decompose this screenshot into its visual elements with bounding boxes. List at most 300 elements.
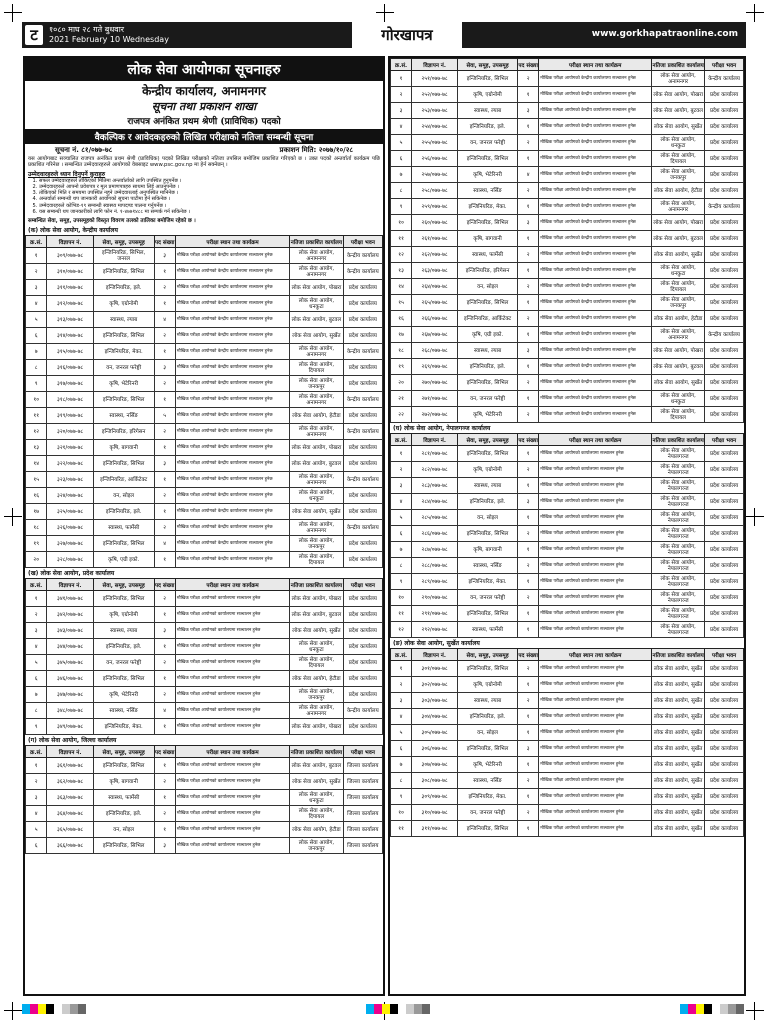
- table-cell: मौखिक परीक्षा आयोगको कार्यालयमा सञ्चालन हुनेछ: [539, 462, 652, 478]
- table-cell: मौखिक परीक्षा आयोगको कार्यालयमा सञ्चालन हुनेछ: [539, 789, 652, 805]
- table-cell: २: [518, 311, 539, 327]
- notice-strip: वैकल्पिक र आवेदकहरुको लिखित परीक्षाको नतिजा सम्बन्धी सूचना: [25, 129, 383, 144]
- table-cell: प्रदेश कार्यालय: [705, 119, 744, 135]
- table-row: [391, 622, 744, 638]
- table-cell: लोक सेवा आयोग, नेपालगञ्ज: [652, 462, 705, 478]
- table-row: [26, 536, 383, 552]
- table-cell: स्वास्थ्य, ल्याब: [458, 478, 518, 494]
- table-cell: ३२५/०७७-७८: [47, 504, 93, 520]
- table-cell: २५९/०७७-७८: [412, 199, 458, 215]
- table-cell: ३२३/०७७-७८: [47, 472, 93, 488]
- table-cell: ३१३/०७७-७८: [47, 312, 93, 328]
- column-header: परीक्षा भवन: [343, 579, 382, 591]
- table-cell: प्रदेश कार्यालय: [343, 312, 382, 328]
- table-cell: ४: [154, 703, 175, 719]
- color-swatch: [46, 1004, 54, 1014]
- column-header: परीक्षा भवन: [343, 236, 382, 248]
- table-cell: इन्जिनियरिङ, सिभिल: [458, 71, 518, 87]
- table-cell: १: [518, 725, 539, 741]
- rule-item: 6. यस सम्बन्धी थप जानकारीको लागि फोन नं. १-४७७१४८८ मा सम्पर्क गर्न सकिनेछ ।: [39, 209, 379, 215]
- table-cell: इन्जिनियरिङ, सिभिल: [93, 456, 154, 472]
- table-cell: प्रदेश कार्यालय: [705, 183, 744, 199]
- table-cell: ३: [26, 623, 47, 639]
- intro-paragraph: यस आयोगबाट सञ्चालित राजपत्र अनंकित प्रथम श्रेणी (प्राविधिक) पदको लिखित परीक्षाको नतिजा तपसिल बमोजिम प्रकाशित गरिएको छ । उक्त पदको अन्तर्वार्ता कार्यक्रम पछि प्रकाशित गरिनेछ । सम्बन्धित उम्मेदवारहरुले आयोगको वेबसाइट www.psc.gov.np मा हेर्न सक्नेछन् ।: [28, 156, 380, 169]
- table-cell: ३२७/०७७-७८: [47, 536, 93, 552]
- table-cell: लोक सेवा आयोग, अनामनगर: [652, 71, 705, 87]
- table-cell: स्वास्थ्य, फार्मेसी: [458, 247, 518, 263]
- table-cell: २: [518, 71, 539, 87]
- table-cell: १: [391, 661, 412, 677]
- table-cell: लोक सेवा आयोग, सुर्खेत: [652, 789, 705, 805]
- table-cell: १०: [391, 215, 412, 231]
- color-swatch: [382, 1004, 390, 1014]
- table-cell: कृषि, भेटेरिनरी: [458, 757, 518, 773]
- table-row: [391, 821, 744, 837]
- table-cell: इन्जिनियरिङ, सिभिल: [93, 328, 154, 344]
- table-cell: इन्जिनियरिङ, इले.: [93, 280, 154, 296]
- table-cell: १: [518, 327, 539, 343]
- table-cell: १: [391, 71, 412, 87]
- table-cell: इन्जिनियरिङ, सिभिल: [458, 821, 518, 837]
- table-cell: मौखिक परीक्षा आयोगको कार्यालयमा सञ्चालन हुनेछ: [175, 790, 289, 806]
- table-cell: स्वास्थ्य, नर्सिङ: [458, 183, 518, 199]
- table-cell: २५७/०७७-७८: [412, 167, 458, 183]
- table-cell: कृषि, बागवानी: [93, 440, 154, 456]
- table-cell: २: [391, 87, 412, 103]
- table-cell: २: [518, 526, 539, 542]
- table-cell: इन्जिनियरिङ, इले.: [458, 494, 518, 510]
- table-cell: प्रदेश कार्यालय: [705, 215, 744, 231]
- table-cell: प्रदेश कार्यालय: [343, 456, 382, 472]
- crop-mark: [4, 1002, 22, 1020]
- table-cell: मौखिक परीक्षा आयोगको कार्यालयमा सञ्चालन हुनेछ: [175, 639, 289, 655]
- table-row: [391, 87, 744, 103]
- table-cell: ६: [26, 838, 47, 854]
- table-row: [26, 408, 383, 424]
- table-cell: ५: [154, 408, 175, 424]
- table-cell: ३४५/०७७-७८: [47, 655, 93, 671]
- table-cell: प्रदेश कार्यालय: [705, 574, 744, 590]
- table-cell: प्रदेश कार्यालय: [705, 725, 744, 741]
- table-cell: प्रदेश कार्यालय: [705, 805, 744, 821]
- table-cell: प्रदेश कार्यालय: [343, 328, 382, 344]
- table-cell: लोक सेवा आयोग, सुर्खेत: [652, 247, 705, 263]
- table-row: [26, 774, 383, 790]
- results-table: [390, 58, 744, 423]
- table-cell: १: [391, 446, 412, 462]
- column-header: पद संख्या: [518, 59, 539, 71]
- table-row: [391, 494, 744, 510]
- table-cell: २: [518, 462, 539, 478]
- table-cell: मौखिक परीक्षा आयोगको कार्यालयमा सञ्चालन हुनेछ: [539, 773, 652, 789]
- table-cell: लोक सेवा आयोग, सुर्खेत: [290, 774, 344, 790]
- table-cell: १: [518, 359, 539, 375]
- table-cell: १: [518, 574, 539, 590]
- table-cell: १: [518, 757, 539, 773]
- table-cell: लोक सेवा आयोग, अनामनगर: [290, 703, 344, 719]
- table-cell: लोक सेवा आयोग, नेपालगञ्ज: [652, 510, 705, 526]
- notice-title: लोक सेवा आयोगका सूचनाहरु: [25, 58, 383, 81]
- table-cell: १: [518, 119, 539, 135]
- table-cell: मौखिक परीक्षा आयोगको कार्यालयमा सञ्चालन हुनेछ: [175, 822, 289, 838]
- table-cell: २: [26, 774, 47, 790]
- color-swatch: [422, 1004, 430, 1014]
- table-cell: लोक सेवा आयोग, सुर्खेत: [652, 757, 705, 773]
- table-cell: कृषि, एग्रोनोमी: [458, 677, 518, 693]
- table-cell: इन्जिनियरिङ, सिभिल: [93, 591, 154, 607]
- table-cell: लोक सेवा आयोग, जनकपुर: [290, 687, 344, 703]
- table-cell: २: [518, 773, 539, 789]
- table-cell: १: [518, 478, 539, 494]
- table-cell: ५: [26, 655, 47, 671]
- table-row: [26, 264, 383, 280]
- table-row: [26, 456, 383, 472]
- table-cell: वन, जनरल फरेष्ट्री: [458, 590, 518, 606]
- table-cell: २६७/०७७-७८: [412, 327, 458, 343]
- table-cell: ७: [391, 167, 412, 183]
- table-row: [391, 359, 744, 375]
- table-cell: लोक सेवा आयोग, नेपालगञ्ज: [652, 622, 705, 638]
- table-cell: प्रदेश कार्यालय: [343, 504, 382, 520]
- column-header: परीक्षा स्थान तथा कार्यक्रम: [539, 59, 652, 71]
- table-cell: ७: [391, 542, 412, 558]
- table-cell: लोक सेवा आयोग, नेपालगञ्ज: [652, 446, 705, 462]
- section-heading: (क) लोक सेवा आयोग, केन्द्रीय कार्यालय: [28, 227, 118, 235]
- results-table: [25, 745, 383, 854]
- table-row: [391, 510, 744, 526]
- table-row: [391, 805, 744, 821]
- table-cell: २५८/०७७-७८: [412, 183, 458, 199]
- table-cell: २: [518, 407, 539, 423]
- table-cell: इन्जिनियरिङ, मेका.: [93, 344, 154, 360]
- table-row: [391, 311, 744, 327]
- table-cell: वन, सोइल: [458, 725, 518, 741]
- table-cell: १८: [26, 520, 47, 536]
- table-cell: लोक सेवा आयोग, सुर्खेत: [652, 821, 705, 837]
- table-cell: लोक सेवा आयोग, पोखरा: [652, 215, 705, 231]
- table-cell: लोक सेवा आयोग, पोखरा: [652, 87, 705, 103]
- table-cell: ३४४/०७७-७८: [47, 639, 93, 655]
- crop-mark: [376, 4, 394, 22]
- table-row: [391, 231, 744, 247]
- table-cell: लोक सेवा आयोग, हेटौडा: [652, 311, 705, 327]
- table-cell: ८: [26, 703, 47, 719]
- table-cell: इन्जिनियरिङ, इले.: [93, 504, 154, 520]
- table-cell: मौखिक परीक्षा आयोगको कार्यालयमा सञ्चालन हुनेछ: [539, 478, 652, 494]
- table-cell: प्रदेश कार्यालय: [343, 719, 382, 735]
- table-cell: इन्जिनियरिङ, सिभिल: [93, 838, 154, 854]
- table-cell: प्रदेश कार्यालय: [705, 741, 744, 757]
- table-cell: इन्जिनियरिङ, मेका.: [458, 574, 518, 590]
- table-cell: लोक सेवा आयोग, दिपायल: [290, 360, 344, 376]
- table-cell: २६३/०७७-७८: [412, 263, 458, 279]
- table-cell: इन्जिनियरिङ, आर्किटेक्ट: [93, 472, 154, 488]
- table-cell: मौखिक परीक्षा आयोगको कार्यालयमा सञ्चालन हुनेछ: [539, 494, 652, 510]
- table-header-row: [26, 746, 383, 758]
- table-cell: मौखिक परीक्षा आयोगको केन्द्रीय कार्यालयमा सञ्चालन हुनेछ: [175, 536, 289, 552]
- table-cell: २८२/०७७-७८: [412, 462, 458, 478]
- crop-mark: [4, 4, 22, 22]
- table-cell: ३४१/०७७-७८: [47, 591, 93, 607]
- table-cell: २६९/०७७-७८: [412, 359, 458, 375]
- table-cell: २०: [391, 375, 412, 391]
- table-cell: २८५/०७७-७८: [412, 510, 458, 526]
- table-cell: कृषि, एग्री इको.: [93, 552, 154, 568]
- table-cell: लोक सेवा आयोग, बुटवल: [290, 312, 344, 328]
- table-cell: १९: [26, 536, 47, 552]
- table-cell: प्रदेश कार्यालय: [343, 671, 382, 687]
- table-cell: मौखिक परीक्षा आयोगको केन्द्रीय कार्यालयमा सञ्चालन हुनेछ: [175, 520, 289, 536]
- table-cell: लोक सेवा आयोग, अनामनगर: [652, 199, 705, 215]
- table-row: [26, 703, 383, 719]
- table-cell: मौखिक परीक्षा आयोगको केन्द्रीय कार्यालयमा सञ्चालन हुनेछ: [539, 263, 652, 279]
- table-cell: वन, जनरल फरेष्ट्री: [93, 360, 154, 376]
- table-row: [391, 119, 744, 135]
- table-cell: २: [154, 655, 175, 671]
- table-cell: ६: [26, 671, 47, 687]
- table-row: [26, 280, 383, 296]
- table-cell: मौखिक परीक्षा आयोगको कार्यालयमा सञ्चालन हुनेछ: [539, 709, 652, 725]
- table-cell: लोक सेवा आयोग, दिपायल: [290, 552, 344, 568]
- column-header: विज्ञापन नं.: [47, 236, 93, 248]
- table-cell: ३: [154, 623, 175, 639]
- table-cell: २: [518, 661, 539, 677]
- table-cell: लोक सेवा आयोग, नेपालगञ्ज: [652, 478, 705, 494]
- notice-right-column: [388, 56, 746, 996]
- table-cell: प्रदेश कार्यालय: [705, 789, 744, 805]
- table-cell: मौखिक परीक्षा आयोगको कार्यालयमा सञ्चालन हुनेछ: [539, 606, 652, 622]
- table-cell: केन्द्रीय कार्यालय: [343, 392, 382, 408]
- color-swatch: [30, 1004, 38, 1014]
- column-header: परीक्षा स्थान तथा कार्यक्रम: [539, 434, 652, 446]
- table-row: [391, 199, 744, 215]
- table-row: [26, 328, 383, 344]
- table-cell: मौखिक परीक्षा आयोगको केन्द्रीय कार्यालयमा सञ्चालन हुनेछ: [539, 247, 652, 263]
- table-cell: २८१/०७७-७८: [412, 446, 458, 462]
- table-cell: ५: [391, 725, 412, 741]
- color-swatch: [736, 1004, 744, 1014]
- table-cell: लोक सेवा आयोग, नेपालगञ्ज: [652, 574, 705, 590]
- table-cell: मौखिक परीक्षा आयोगको कार्यालयमा सञ्चालन हुनेछ: [539, 574, 652, 590]
- table-row: [391, 215, 744, 231]
- table-cell: २: [154, 376, 175, 392]
- table-cell: ३६४/०७७-७८: [47, 806, 93, 822]
- table-cell: १: [518, 263, 539, 279]
- table-row: [391, 542, 744, 558]
- table-cell: स्वास्थ्य, फार्मेसी: [93, 790, 154, 806]
- table-cell: स्वास्थ्य, नर्सिङ: [93, 703, 154, 719]
- table-cell: ३: [518, 741, 539, 757]
- table-cell: ८: [391, 183, 412, 199]
- table-cell: २५४/०७७-७८: [412, 119, 458, 135]
- table-cell: मौखिक परीक्षा आयोगको केन्द्रीय कार्यालयमा सञ्चालन हुनेछ: [175, 440, 289, 456]
- table-cell: स्वास्थ्य, ल्याब: [93, 312, 154, 328]
- table-row: [391, 574, 744, 590]
- table-cell: लोक सेवा आयोग, नेपालगञ्ज: [652, 606, 705, 622]
- table-cell: ९: [391, 574, 412, 590]
- paper-name: गोरखापत्र: [352, 22, 462, 48]
- table-cell: कृषि, बागवानी: [458, 542, 518, 558]
- table-cell: ३११/०७७-७८: [412, 821, 458, 837]
- table-row: [26, 591, 383, 607]
- table-row: [26, 758, 383, 774]
- table-cell: मौखिक परीक्षा आयोगको कार्यालयमा सञ्चालन हुनेछ: [175, 719, 289, 735]
- table-row: [391, 103, 744, 119]
- table-cell: १२: [26, 424, 47, 440]
- table-cell: वन, जनरल फरेष्ट्री: [458, 391, 518, 407]
- table-row: [26, 296, 383, 312]
- table-row: [26, 440, 383, 456]
- table-cell: ३६५/०७७-७८: [47, 822, 93, 838]
- table-cell: ३२१/०७७-७८: [47, 440, 93, 456]
- table-cell: ३: [391, 693, 412, 709]
- table-cell: लोक सेवा आयोग, सुर्खेत: [652, 709, 705, 725]
- table-cell: ३२०/०७७-७८: [47, 424, 93, 440]
- table-cell: २: [518, 805, 539, 821]
- color-swatch: [696, 1004, 704, 1014]
- column-header: नतिजा प्रकाशित कार्यालय: [290, 579, 344, 591]
- table-cell: ४: [26, 806, 47, 822]
- table-cell: ११: [26, 408, 47, 424]
- table-cell: इन्जिनियरिङ, सिभिल: [93, 758, 154, 774]
- table-cell: मौखिक परीक्षा आयोगको केन्द्रीय कार्यालयमा सञ्चालन हुनेछ: [539, 279, 652, 295]
- table-cell: १७: [26, 504, 47, 520]
- color-registration-bar: [680, 1004, 744, 1014]
- table-cell: २५१/०७७-७८: [412, 71, 458, 87]
- table-cell: २: [26, 264, 47, 280]
- table-cell: लोक सेवा आयोग, अनामनगर: [290, 520, 344, 536]
- table-cell: १: [518, 87, 539, 103]
- table-cell: प्रदेश कार्यालय: [343, 623, 382, 639]
- table-cell: १: [154, 758, 175, 774]
- table-cell: प्रदेश कार्यालय: [705, 757, 744, 773]
- table-cell: प्रदेश कार्यालय: [343, 552, 382, 568]
- table-row: [391, 167, 744, 183]
- table-cell: २: [154, 806, 175, 822]
- table-cell: २: [26, 607, 47, 623]
- table-cell: इन्जिनियरिङ, इले.: [458, 709, 518, 725]
- table-cell: लोक सेवा आयोग, धनकुटा: [290, 790, 344, 806]
- rule-item: 2. उम्मेदवारहरुले आफ्नो प्रवेशपत्र र मूल प्रमाणपत्रहरु साथमा लिई आउनुपर्नेछ ।: [39, 184, 379, 190]
- table-cell: मौखिक परीक्षा आयोगको कार्यालयमा सञ्चालन हुनेछ: [539, 590, 652, 606]
- table-cell: १: [26, 248, 47, 264]
- table-cell: १: [518, 199, 539, 215]
- table-cell: ३: [518, 343, 539, 359]
- publish-date: प्रकाशन मिति: २०७७/१०/२८: [279, 146, 353, 154]
- website-url[interactable]: www.gorkhapatraonline.com: [591, 29, 738, 39]
- table-cell: १४: [391, 279, 412, 295]
- table-cell: केन्द्रीय कार्यालय: [343, 264, 382, 280]
- table-cell: १६: [26, 488, 47, 504]
- table-cell: ३२८/०७७-७८: [47, 552, 93, 568]
- color-swatch: [398, 1004, 406, 1014]
- color-swatch: [390, 1004, 398, 1014]
- column-header: सेवा, समूह, उपसमूह: [458, 649, 518, 661]
- table-row: [26, 822, 383, 838]
- table-cell: लोक सेवा आयोग, नेपालगञ्ज: [652, 526, 705, 542]
- table-cell: ३११/०७७-७८: [47, 280, 93, 296]
- table-cell: लोक सेवा आयोग, धनकुटा: [290, 488, 344, 504]
- table-cell: २: [518, 375, 539, 391]
- table-cell: मौखिक परीक्षा आयोगको कार्यालयमा सञ्चालन हुनेछ: [539, 821, 652, 837]
- table-cell: ५: [391, 510, 412, 526]
- table-cell: १: [154, 639, 175, 655]
- table-row: [391, 773, 744, 789]
- table-cell: प्रदेश कार्यालय: [705, 295, 744, 311]
- table-cell: लोक सेवा आयोग, नेपालगञ्ज: [652, 542, 705, 558]
- table-cell: २८७/०७७-७८: [412, 542, 458, 558]
- table-cell: २६८/०७७-७८: [412, 343, 458, 359]
- table-cell: २५५/०७७-७८: [412, 135, 458, 151]
- table-cell: मौखिक परीक्षा आयोगको कार्यालयमा सञ्चालन हुनेछ: [175, 671, 289, 687]
- table-cell: इन्जिनियरिङ, इले.: [93, 639, 154, 655]
- table-cell: १: [518, 606, 539, 622]
- table-cell: ३०९/०७७-७८: [412, 789, 458, 805]
- table-cell: कृषि, बागवानी: [458, 231, 518, 247]
- table-cell: ४: [391, 709, 412, 725]
- table-cell: स्वास्थ्य, ल्याब: [458, 693, 518, 709]
- date-english: 2021 February 10 Wednesday: [49, 35, 169, 44]
- table-cell: १५: [26, 472, 47, 488]
- table-cell: वन, सोइल: [93, 488, 154, 504]
- table-cell: १: [518, 231, 539, 247]
- table-cell: वन, जनरल फरेष्ट्री: [458, 135, 518, 151]
- table-cell: २८९/०७७-७८: [412, 574, 458, 590]
- table-cell: ४: [154, 312, 175, 328]
- color-swatch: [414, 1004, 422, 1014]
- table-cell: लोक सेवा आयोग, जनकपुर: [290, 838, 344, 854]
- table-cell: २५३/०७७-७८: [412, 103, 458, 119]
- table-cell: स्वास्थ्य, नर्सिङ: [458, 558, 518, 574]
- table-cell: मौखिक परीक्षा आयोगको कार्यालयमा सञ्चालन हुनेछ: [539, 526, 652, 542]
- table-cell: इन्जिनियरिङ, सिभिल: [458, 446, 518, 462]
- table-row: [26, 472, 383, 488]
- results-table: [390, 648, 744, 837]
- table-cell: लोक सेवा आयोग, सुर्खेत: [652, 661, 705, 677]
- table-row: [26, 655, 383, 671]
- table-row: [391, 741, 744, 757]
- table-cell: प्रदेश कार्यालय: [343, 296, 382, 312]
- column-header: पद संख्या: [154, 746, 175, 758]
- table-cell: ३०३/०७७-७८: [412, 693, 458, 709]
- table-cell: २: [154, 280, 175, 296]
- table-cell: ६: [391, 526, 412, 542]
- table-cell: ३१७/०७७-७८: [47, 376, 93, 392]
- office-name: केन्द्रीय कार्यालय, अनामनगर: [142, 84, 266, 98]
- table-cell: १: [154, 719, 175, 735]
- color-swatch: [70, 1004, 78, 1014]
- color-swatch: [366, 1004, 374, 1014]
- color-swatch: [406, 1004, 414, 1014]
- table-cell: केन्द्रीय कार्यालय: [343, 703, 382, 719]
- table-cell: लोक सेवा आयोग, धनकुटा: [290, 296, 344, 312]
- table-cell: मौखिक परीक्षा आयोगको कार्यालयमा सञ्चालन हुनेछ: [175, 591, 289, 607]
- table-row: [391, 526, 744, 542]
- table-cell: ६: [391, 151, 412, 167]
- table-cell: कृषि, एग्रोनोमी: [93, 607, 154, 623]
- table-cell: मौखिक परीक्षा आयोगको केन्द्रीय कार्यालयमा सञ्चालन हुनेछ: [175, 344, 289, 360]
- column-header: सेवा, समूह, उपसमूह: [458, 434, 518, 446]
- table-row: [26, 360, 383, 376]
- table-row: [391, 295, 744, 311]
- table-cell: ३२२/०७७-७८: [47, 456, 93, 472]
- table-row: [391, 279, 744, 295]
- table-cell: लोक सेवा आयोग, पोखरा: [290, 719, 344, 735]
- table-cell: इन्जिनियरिङ, सिभिल: [458, 151, 518, 167]
- paper-logo: ट: [25, 25, 43, 45]
- table-cell: वन, सोइल: [458, 279, 518, 295]
- table-cell: स्वास्थ्य, ल्याब: [458, 343, 518, 359]
